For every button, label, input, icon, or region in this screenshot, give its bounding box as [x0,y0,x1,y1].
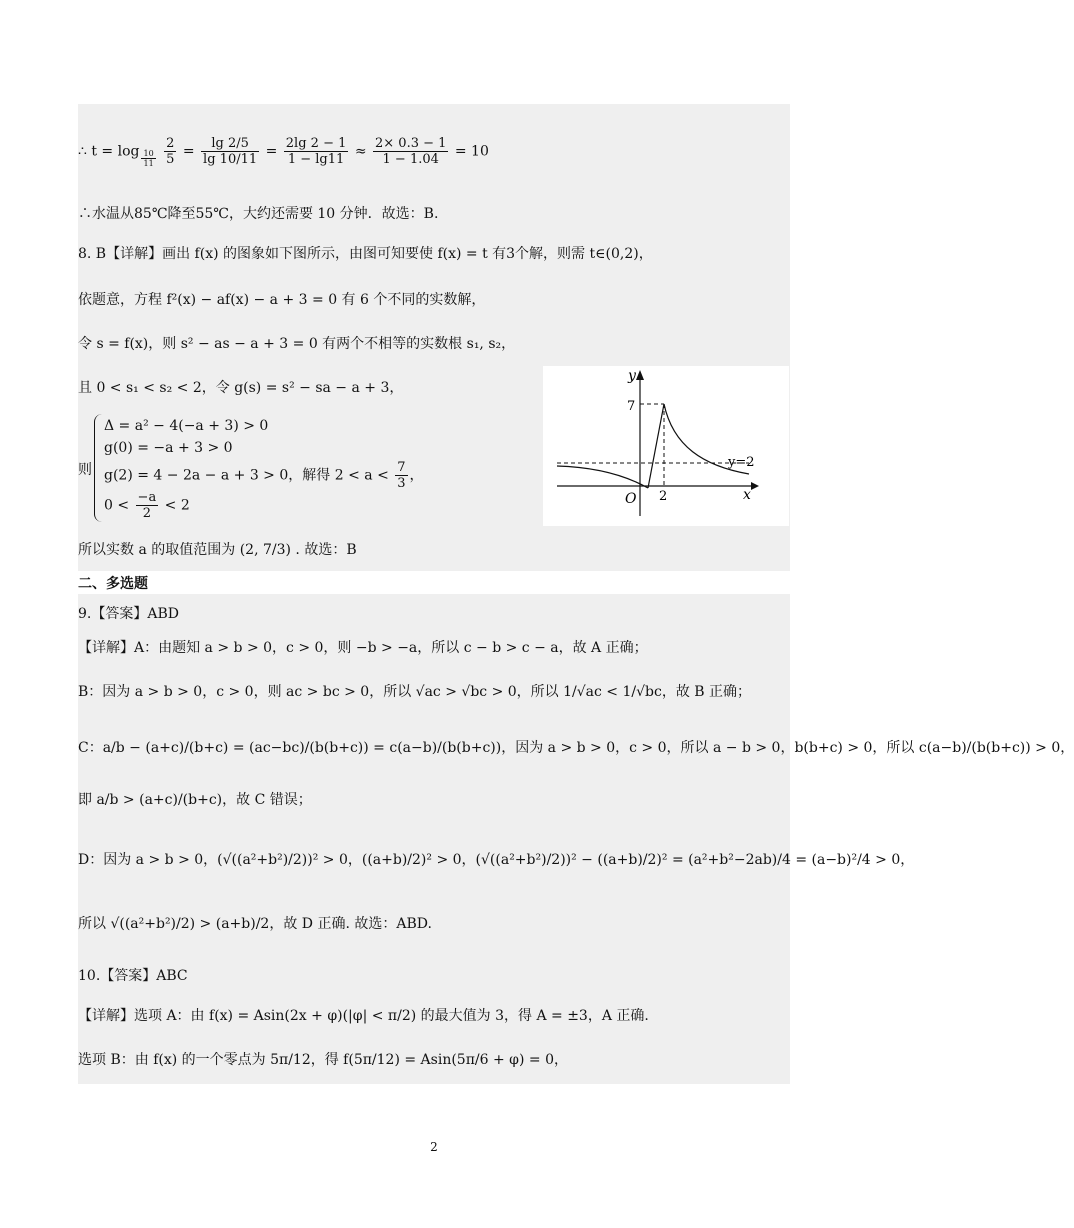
line-conclusion-7: ∴水温从85℃降至55℃，大约还需要 10 分钟．故选：B. [78,206,439,222]
log-base-den: 11 [143,158,154,168]
case-3: g(2) = 4 − 2a − a + 3 > 0，解得 2 < a < $\frac{7}{3}$ ， [104,460,424,491]
frac-3: 3 [397,476,406,491]
q9-option-D2: 所以 √((a²+b²)/2) > (a+b)/2，故 D 正确. 故选：ABD. [78,916,432,932]
case4-num: −a [137,490,157,505]
line-q8-condition: 且 0 < s₁ < s₂ < 2，令 g(s) = s² − sa − a + 3， [78,380,404,396]
frac-e-num: 2× 0.3 − 1 [375,136,447,151]
q9-option-A: 【详解】A：由题知 a > b > 0，c > 0，则 −b > −a，所以 c − b > c − a，故 A 正确； [78,640,648,656]
line-q8-equation: 依题意，方程 f²(x) − af(x) − a + 3 = 0 有 6 个不同的实数解， [78,292,486,308]
solve-text: ，解得 2 < a < [288,467,389,484]
result-10: = 10 [454,143,489,160]
line-q8-intro: 8. B【详解】画出 f(x) 的图象如下图所示，由图可知要使 f(x) = t 有3个解，则需 t∈(0,2)， [78,246,653,262]
case-1: Δ = a² − 4(−a + 3) > 0 [104,418,269,434]
line-q8-answer [78,540,357,560]
lg-top: lg [211,136,224,151]
frac-5: 5 [166,152,175,167]
range-interval: (2, 7/3) [239,542,291,558]
label-ze: 则 [78,462,92,478]
q10-option-A: 【详解】选项 A：由 f(x) = Asin(2x + φ)(|φ| < π/2) 的最大值为 3，得 A = ±3，A 正确. [78,1008,649,1024]
frac-7: 7 [397,460,406,475]
y-label: y [628,368,636,384]
frac-d-den: 1 − lg11 [287,152,345,167]
log-base-num: 10 [143,148,154,158]
case4-den: 2 [142,506,152,521]
q10-answer: 10.【答案】ABC [78,968,188,984]
page-number: 2 [430,1140,438,1154]
answer-B: . 故选：B [295,542,357,558]
q9-option-C: C：a/b − (a+c)/(b+c) = (ac−bc)/(b(b+c)) = c(a−b)/(b(b+c))，因为 a > b > 0，c > 0，所以 a − b > 0，b(b+c) > 0，所以 c(a−b)/(b(b+c)) > 0， [78,740,1074,756]
q9-option-B: B：因为 a > b > 0，c > 0，则 ac > bc > 0，所以 √ac > √bc > 0，所以 1/√ac < 1/√bc，故 B 正确； [78,684,752,700]
case-3-text: g(2) = 4 − 2a − a + 3 > 0 [104,467,289,484]
frac-e-den: 1 − 1.04 [382,152,439,167]
tick-7: 7 [627,399,636,414]
q9-answer: 9.【答案】ABD [78,606,179,622]
q10-option-B: 选项 B：由 f(x) 的一个零点为 5π/12，得 f(5π/12) = Asin(5π/6 + φ) = 0， [78,1052,568,1068]
q9-option-C2: 即 a/b > (a+c)/(b+c)，故 C 错误； [78,792,312,808]
q9-option-D: D：因为 a > b > 0，(√((a²+b²)/2))² > 0，((a+b)/2)² > 0，(√((a²+b²)/2))² − ((a+b)/2)² = (a²+b²−2ab)/4 = (a−b)²/4 > 0， [78,852,915,868]
formula-t: ∴ t = log $\frac{10}{11}$ $\frac{2}{5}$ = $\frac{\lg 2/5}{\lg 10/11}$ = $\frac{2\lg 2 - 1}{1 - \lg 11}$ ≈ $\frac{2\times 0.3 - 1}{1 - 1.04}$ = 10 [78,136,489,168]
range-text: 所以实数 a 的取值范围为 [78,542,236,558]
frac-2: 2 [166,136,175,151]
case4-tail: < 2 [164,497,190,514]
lg-top-arg: 2/5 [227,136,249,151]
function-graph [543,366,789,526]
section-heading: 二、多选题 [78,576,148,592]
text-t-log: ∴ t = log [78,143,140,160]
frac-d-num: 2lg 2 − 1 [285,136,347,151]
tick-2: 2 [659,489,668,504]
line-q8-substitution: 令 s = f(x)，则 s² − as − a + 3 = 0 有两个不相等的实数根 s₁, s₂， [78,336,516,352]
lg-bottom: lg [203,152,216,167]
lg-bottom-arg: 10/11 [219,152,258,167]
x-label: x [743,487,751,503]
case-brace [94,414,103,522]
label-y2: y=2 [728,455,755,470]
case-4: 0 < $\frac{-a}{2}$ < 2 [104,490,190,521]
case-2: g(0) = −a + 3 > 0 [104,440,233,456]
origin-label: O [625,491,637,507]
